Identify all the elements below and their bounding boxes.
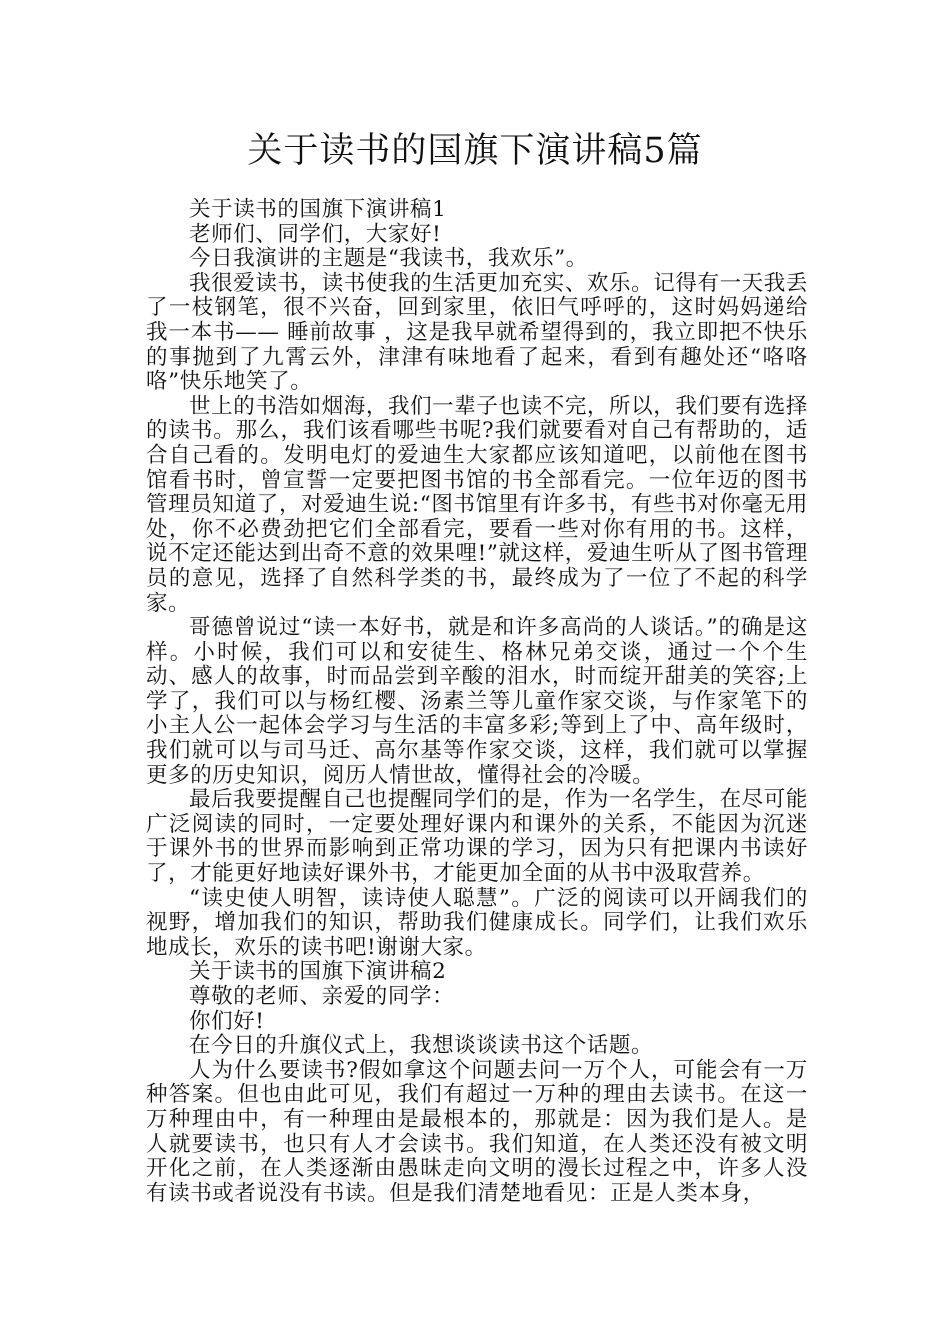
paragraph-closing-1: “读史使人明智，读诗使人聪慧”。广泛的阅读可以开阔我们的视野，增加我们的知识，帮助我们健康成长。同学们，让我们欢乐地成长，欢乐的读书吧!谢谢大家。 <box>146 885 808 960</box>
document-title: 关于读书的国旗下演讲稿5篇 <box>247 131 703 171</box>
paragraph-why-read: 人为什么要读书?假如拿这个问题去问一万个人，可能会有一万种答案。但也由此可见，我们有超过一万种的理由去读书。在这一万种理由中，有一种理由是最根本的，那就是：因为我们是人。是人就要读书，也只有人才会读书。我们知道，在人类还没有被文明开化之前，在人类逐渐由愚昧走向文明的漫长过程之中，许多人没有读书或者说没有书读。但是我们清楚地看见：正是人类本身， <box>146 1057 808 1206</box>
paragraph-edison: 世上的书浩如烟海，我们一辈子也读不完，所以，我们要有选择的读书。那么，我们该看哪些书呢?我们就要看对自己有帮助的，适合自己看的。发明电灯的爱迪生大家都应该知道吧，以前他在图书馆看书时，曾宣誓一定要把图书馆的书全部看完。一位年迈的图书管理员知道了，对爱迪生说:“图书馆里有许多书，有些书对你毫无用处，你不必费劲把它们全部看完，要看一些对你有用的书。这样，说不定还能达到出奇不意的效果哩!”就这样，爱迪生听从了图书管理员的意见，选择了自然科学类的书，最终成为了一位了不起的科学家。 <box>146 393 808 616</box>
paragraph-greeting-1: 老师们、同学们，大家好! <box>189 221 442 247</box>
paragraph-goethe: 哥德曾说过“读一本好书，就是和许多高尚的人谈话。”的确是这样。小时候，我们可以和安徒生、格林兄弟交谈，通过一个个生动、感人的故事，时而品尝到辛酸的泪水，时而绽开甜美的笑容;上学了，我们可以与杨红樱、汤素兰等儿童作家交谈，与作家笔下的小主人公一起体会学习与生活的丰富多彩;等到上了中、高年级时，我们就可以与司马迁、高尔基等作家交谈，这样，我们就可以掌握更多的历史知识，阅历人情世故，懂得社会的冷暖。 <box>146 615 808 788</box>
paragraph-heading-2: 关于读书的国旗下演讲稿2 <box>189 959 447 985</box>
paragraph-reminder: 最后我要提醒自己也提醒同学们的是，作为一名学生，在尽可能广泛阅读的同时，一定要处理好课内和课外的关系，不能因为沉迷于课外书的世界而影响到正常功课的学习，因为只有把课内书读好了，才能更好地读好课外书，才能更加全面的从书中汲取营养。 <box>146 787 808 887</box>
paragraph-intro-2: 在今日的升旗仪式上，我想谈谈读书这个话题。 <box>189 1033 654 1059</box>
paragraph-heading-1: 关于读书的国旗下演讲稿1 <box>189 197 447 222</box>
document-body <box>146 198 808 1206</box>
paragraph-topic: 今日我演讲的主题是“我读书，我欢乐”。 <box>189 246 588 272</box>
paragraph-love-reading: 我很爱读书，读书使我的生活更加充实、欢乐。记得有一天我丢了一枝钢笔，很不兴奋，回到家里，依旧气呼呼的，这时妈妈递给我一本书—— 睡前故事 ，这是我早就希望得到的，我立即把不快乐的事抛到了九霄云外，津津有味地看了起来，看到有趣处还“咯咯咯”快乐地笑了。 <box>146 270 808 395</box>
paragraph-salutation-2: 尊敬的老师、亲爱的同学： <box>189 984 455 1009</box>
paragraph-greeting-2: 你们好! <box>189 1008 265 1034</box>
